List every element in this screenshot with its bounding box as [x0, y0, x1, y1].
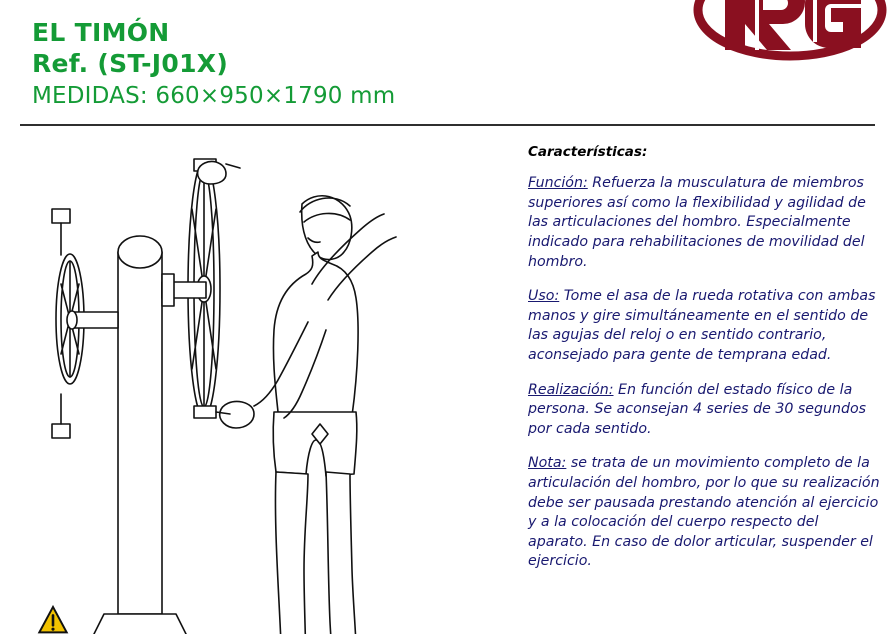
warning-triangle-icon: [30, 605, 76, 635]
characteristic-label: Nota:: [528, 455, 567, 472]
characteristics-heading: Características:: [528, 144, 648, 160]
content-area: [0, 128, 895, 635]
characteristic-text: Tome el asa de la rueda rotativa con ambas manos y gire simultáneamente en el sentido de las agujas del reloj o en sentido contrario, aconsejado para gente de temprana edad.: [528, 288, 876, 363]
product-name: EL TIMÓN: [32, 18, 170, 47]
company-logo: [665, 0, 895, 72]
characteristic-item: [528, 174, 880, 272]
characteristic-item: [528, 287, 880, 365]
product-illustration: [12, 134, 512, 634]
characteristic-label: Uso:: [528, 288, 560, 305]
product-dimensions: MEDIDAS: 660×950×1790 mm: [32, 83, 396, 109]
characteristic-text: Refuerza la musculatura de miembros superiores así como la flexibilidad y agilidad de las articulaciones del hombro. Especialmente indicado para rehabilitaciones de movilidad del hombro.: [528, 175, 866, 270]
characteristic-label: Función:: [528, 175, 588, 192]
characteristics-panel: [528, 144, 880, 587]
characteristic-label: Realización:: [528, 381, 614, 398]
title-block: [32, 18, 395, 112]
characteristic-text: se trata de un movimiento completo de la articulación del hombro, por lo que su realización debe ser pausada prestando atención al ejercicio y a la colocación del cuerpo respecto del aparato. En caso de dolor articular, suspender el ejercicio.: [528, 455, 880, 570]
header-divider: [20, 124, 875, 126]
characteristic-item: [528, 454, 880, 572]
product-reference: Ref. (ST-J01X): [32, 49, 229, 78]
document-header: [0, 0, 895, 122]
characteristic-text: En función del estado físico de la persona. Se aconsejan 4 series de 30 segundos por cada sentido.: [528, 381, 867, 437]
characteristic-item: [528, 381, 880, 440]
